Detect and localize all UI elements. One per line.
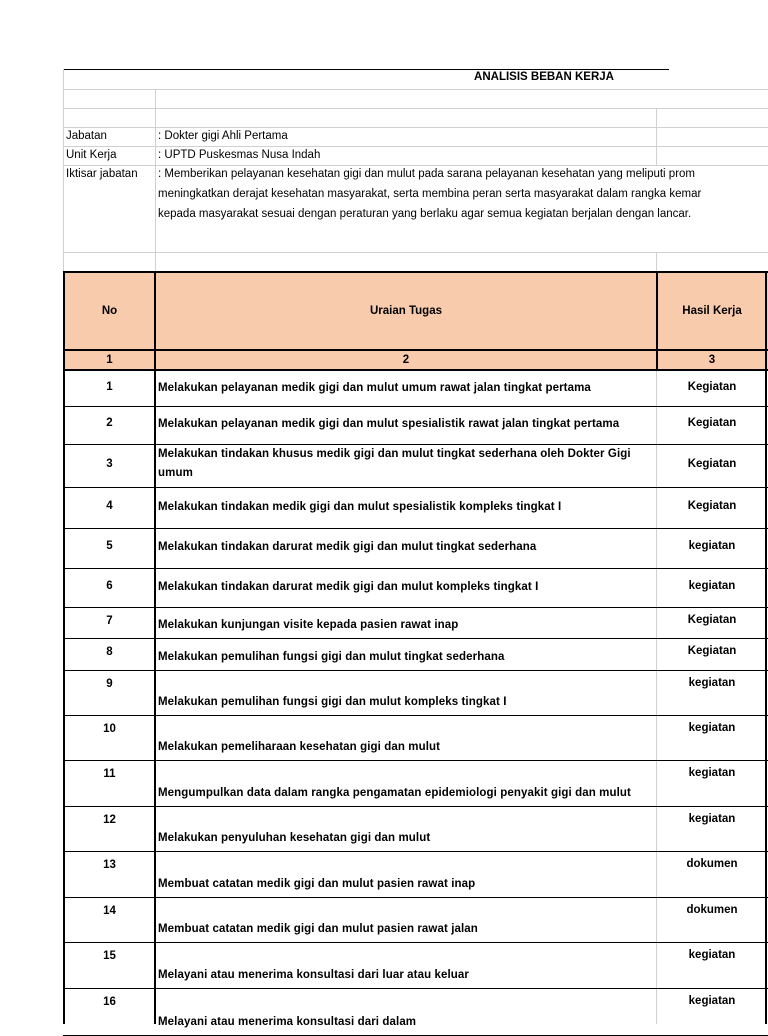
row-border xyxy=(63,607,768,608)
row-hasil: Kegiatan xyxy=(687,380,737,393)
row-border xyxy=(63,528,768,529)
row-no: 8 xyxy=(106,646,113,658)
row-no: 16 xyxy=(103,996,116,1008)
row-task: Melakukan pemulihan fungsi gigi dan mulut kompleks tingkat I xyxy=(158,696,507,708)
row-no: 15 xyxy=(103,950,116,962)
table-header-top-border xyxy=(63,271,768,273)
row-task: Membuat catatan medik gigi dan mulut pasien rawat jalan xyxy=(158,923,478,935)
row-hasil: dokumen xyxy=(686,904,738,916)
row-hasil: Kegiatan xyxy=(687,499,737,512)
row-no: 2 xyxy=(106,417,113,429)
grid-col-line xyxy=(155,89,156,272)
row-hasil: Kegiatan xyxy=(687,645,737,657)
row-no: 13 xyxy=(103,859,116,871)
row-task: Melakukan tindakan khusus medik gigi dan mulut tingkat sederhana oleh Dokter Gigi xyxy=(158,448,631,460)
ikhtisar-line-2: meningkatkan derajat kesehatan masyarakat, serta membina peran serta masyarakat dalam rangka kemar xyxy=(158,188,702,200)
row-border xyxy=(63,942,768,943)
row-border xyxy=(63,760,768,761)
jabatan-label: Jabatan xyxy=(66,130,107,142)
ikhtisar-line-1: : Memberikan pelayanan kesehatan gigi dan mulut pada sarana pelayanan kesehatan yang meliputi prom xyxy=(158,168,696,180)
grid-col-line xyxy=(656,252,657,272)
unit-label: Unit Kerja xyxy=(66,149,117,161)
row-hasil: Kegiatan xyxy=(687,417,737,429)
row-border xyxy=(63,851,768,852)
row-task: Melakukan pelayanan medik gigi dan mulut umum rawat jalan tingkat pertama xyxy=(158,381,591,394)
row-task: Mengumpulkan data dalam rangka pengamatan epidemiologi penyakit gigi dan mulut xyxy=(158,787,631,799)
jabatan-value: : Dokter gigi Ahli Pertama xyxy=(158,130,288,142)
row-border xyxy=(63,487,768,488)
row-task: Melakukan penyuluhan kesehatan gigi dan mulut xyxy=(158,832,431,844)
row-task: Melakukan tindakan medik gigi dan mulut spesialistik kompleks tingkat I xyxy=(158,500,562,513)
row-task: Melakukan pemeliharaan kesehatan gigi dan mulut xyxy=(158,741,441,753)
grid-row-line xyxy=(63,108,768,109)
row-border xyxy=(63,806,768,807)
row-hasil: kegiatan xyxy=(688,540,736,552)
table-header-bottom-border xyxy=(63,349,768,351)
row-no: 5 xyxy=(106,540,113,552)
row-border xyxy=(63,568,768,569)
row-task: Melakukan tindakan darurat medik gigi dan mulut kompleks tingkat I xyxy=(158,580,539,593)
row-hasil: kegiatan xyxy=(688,579,736,592)
colnum-2: 2 xyxy=(402,354,410,366)
page-title: ANALISIS BEBAN KERJA xyxy=(474,71,614,83)
header-uraian: Uraian Tugas xyxy=(370,305,442,317)
row-task: Melayani atau menerima konsultasi dari dalam xyxy=(158,1016,417,1028)
ikhtisar-line-3: kepada masyarakat sesuai dengan peraturan yang berlaku agar semua kegiatan berjalan dengan lancar. xyxy=(158,208,692,220)
grid-row-line xyxy=(63,252,768,253)
row-no: 14 xyxy=(103,905,116,917)
row-no: 6 xyxy=(106,579,113,592)
row-border xyxy=(63,670,768,671)
unit-value: : UPTD Puskesmas Nusa Indah xyxy=(158,149,321,161)
row-hasil: dokumen xyxy=(686,858,738,870)
row-hasil: kegiatan xyxy=(688,813,736,825)
grid-left xyxy=(63,69,64,274)
row-task: Membuat catatan medik gigi dan mulut pasien rawat inap xyxy=(158,878,476,890)
row-hasil: kegiatan xyxy=(688,677,736,689)
row-task: Melakukan tindakan darurat medik gigi dan mulut tingkat sederhana xyxy=(158,541,537,553)
row-no: 4 xyxy=(106,499,113,512)
row-border xyxy=(63,715,768,716)
row-task: Melakukan pelayanan medik gigi dan mulut spesialistik rawat jalan tingkat pertama xyxy=(158,418,620,430)
grid-row-line xyxy=(63,146,768,147)
row-task: Melakukan pemulihan fungsi gigi dan mulut tingkat sederhana xyxy=(158,651,505,663)
grid-row-line xyxy=(63,89,768,90)
row-task-continued: umum xyxy=(158,467,193,479)
grid-col-line xyxy=(656,108,657,166)
grid-row-line xyxy=(63,127,768,128)
row-no: 7 xyxy=(106,615,113,627)
row-border xyxy=(63,988,768,989)
row-border xyxy=(63,406,768,407)
row-no: 3 xyxy=(106,457,113,470)
row-no: 9 xyxy=(106,678,113,690)
row-no: 11 xyxy=(103,768,116,780)
header-no: No xyxy=(101,305,118,317)
colnum-3: 3 xyxy=(708,354,716,366)
row-border xyxy=(63,638,768,639)
row-border xyxy=(63,897,768,898)
row-no: 12 xyxy=(103,814,116,826)
grid-row-line xyxy=(63,165,768,166)
table-colnum-bottom-border xyxy=(63,369,768,371)
row-hasil: Kegiatan xyxy=(687,614,737,626)
row-hasil: kegiatan xyxy=(688,722,736,734)
header-hasil: Hasil Kerja xyxy=(682,305,742,317)
row-no: 1 xyxy=(106,380,113,393)
row-hasil: kegiatan xyxy=(688,767,736,779)
row-task: Melayani atau menerima konsultasi dari luar atau keluar xyxy=(158,969,470,981)
row-hasil: kegiatan xyxy=(688,949,736,961)
row-border xyxy=(63,444,768,445)
row-task: Melakukan kunjungan visite kepada pasien rawat inap xyxy=(158,619,459,631)
row-hasil: Kegiatan xyxy=(687,457,737,470)
row-hasil: kegiatan xyxy=(688,995,736,1007)
ikhtisar-label: Iktisar jabatan xyxy=(66,168,138,180)
colnum-1: 1 xyxy=(106,354,113,366)
row-no: 10 xyxy=(103,723,116,735)
